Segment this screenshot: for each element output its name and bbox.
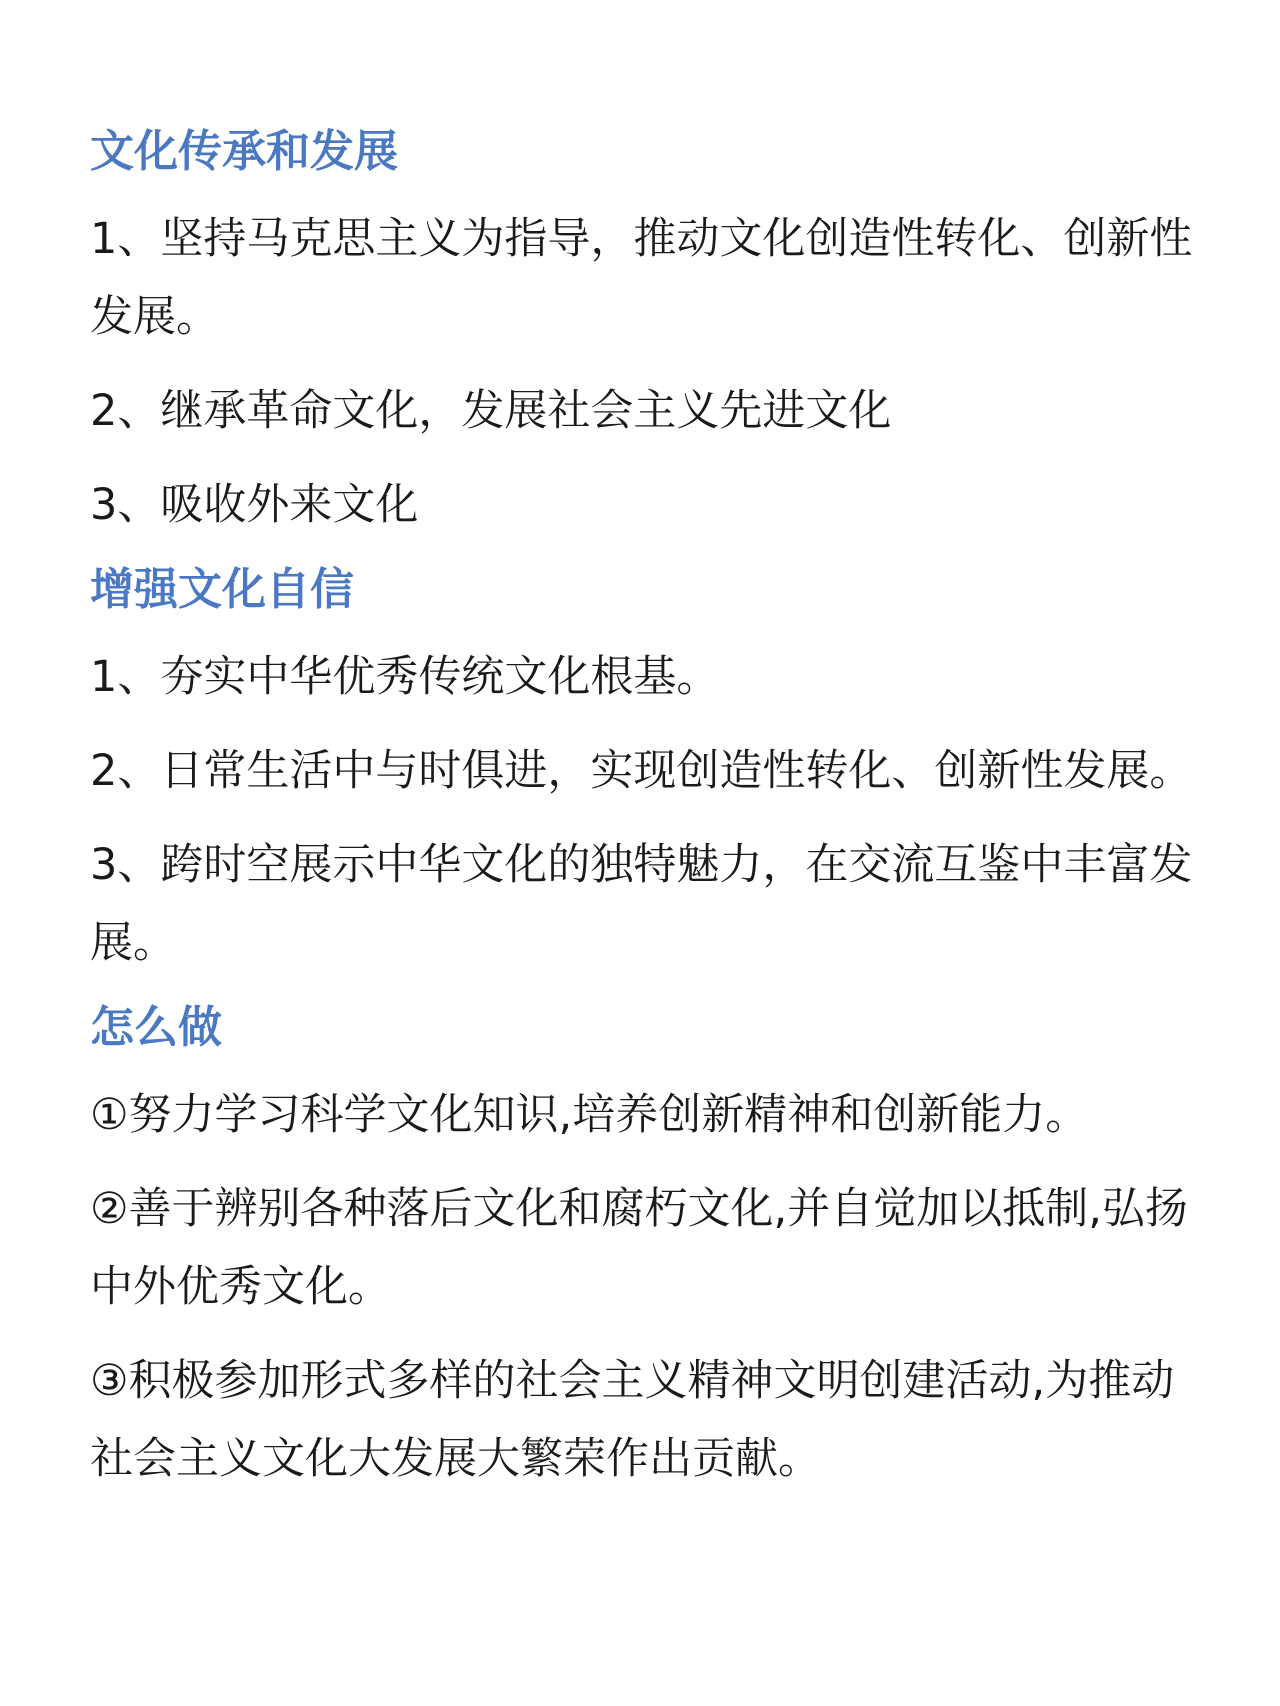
list-item: ①努力学习科学文化知识,培养创新精神和创新能力。 bbox=[90, 1090, 1089, 1140]
list-item: 3、吸收外来文化 bbox=[90, 480, 419, 530]
section-how-to-do bbox=[90, 998, 1210, 1498]
list-item: ②善于辨别各种落后文化和腐朽文化,并自觉加以抵制,弘扬中外优秀文化。 bbox=[90, 1184, 1188, 1312]
list-item: 3、跨时空展示中华文化的独特魅力，在交流互鉴中丰富发展。 bbox=[90, 840, 1193, 968]
section-heading: 增强文化自信 bbox=[90, 564, 354, 615]
section-heading: 文化传承和发展 bbox=[90, 126, 398, 177]
list-item: ③积极参加形式多样的社会主义精神文明创建活动,为推动社会主义文化大发展大繁荣作出贡献。 bbox=[90, 1356, 1175, 1484]
list-item: 1、夯实中华优秀传统文化根基。 bbox=[90, 652, 720, 702]
list-item: 2、日常生活中与时俱进，实现创造性转化、创新性发展。 bbox=[90, 746, 1193, 796]
list-item: 1、坚持马克思主义为指导，推动文化创造性转化、创新性发展。 bbox=[90, 214, 1193, 342]
section-cultural-confidence bbox=[90, 560, 1210, 982]
list-item: 2、继承革命文化，发展社会主义先进文化 bbox=[90, 386, 892, 436]
document-body bbox=[90, 118, 1210, 1514]
section-heading: 怎么做 bbox=[90, 1002, 222, 1053]
section-culture-inheritance bbox=[90, 122, 1210, 544]
